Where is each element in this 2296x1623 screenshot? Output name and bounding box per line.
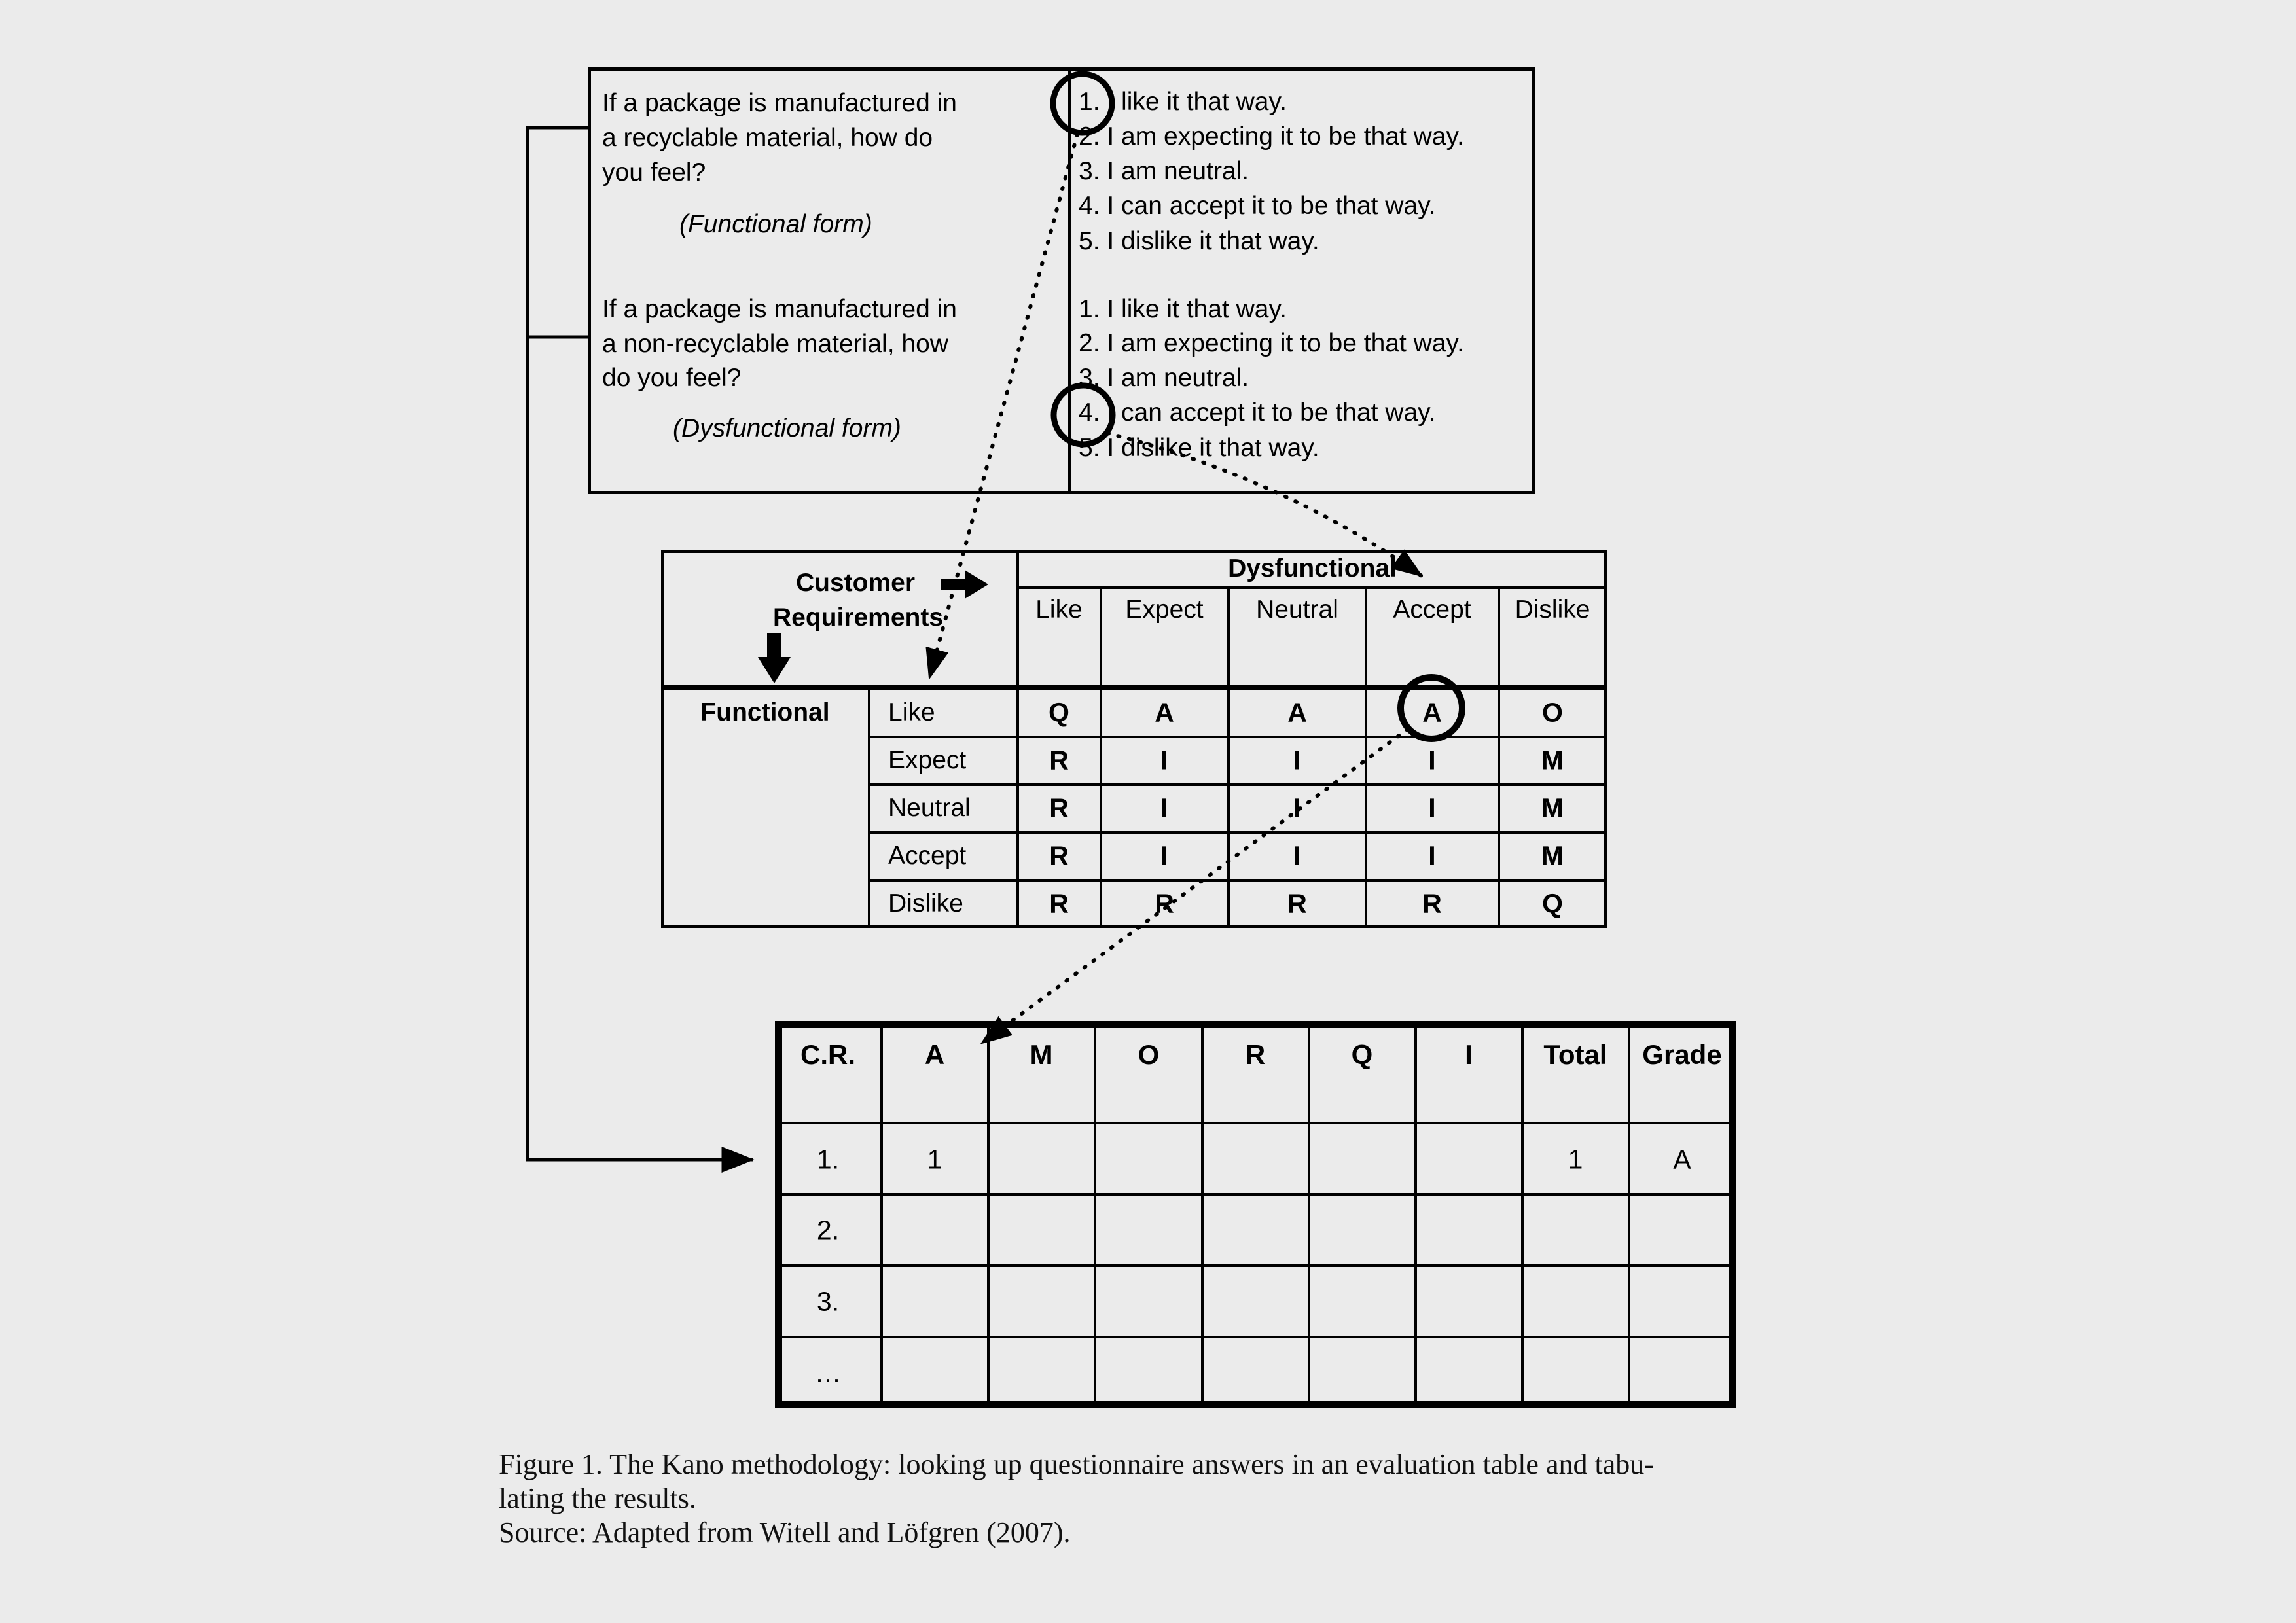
result-row-label: … — [814, 1357, 842, 1388]
result-header: M — [1030, 1039, 1053, 1070]
eval-cell: Q — [1542, 888, 1563, 919]
result-table-border — [775, 1021, 1736, 1408]
eval-cell: M — [1541, 840, 1564, 871]
result-table-line — [1414, 1021, 1417, 1408]
eval-column-label: Accept — [1393, 596, 1471, 624]
eval-cell: I — [1293, 745, 1301, 776]
figure-caption-line2: lating the results. — [499, 1482, 696, 1514]
corner-header-customer: Customer — [795, 569, 916, 597]
result-table-line — [775, 1336, 1736, 1338]
functional-answer-option: 5. I dislike it that way. — [1079, 227, 1319, 255]
eval-cell: I — [1428, 793, 1436, 823]
eval-cell: A — [1155, 697, 1174, 728]
result-table-line — [1308, 1021, 1310, 1408]
result-table-line — [775, 1122, 1736, 1124]
result-row-label: 2. — [816, 1215, 840, 1245]
result-row-label: 3. — [816, 1286, 840, 1317]
result-header: I — [1465, 1039, 1473, 1070]
eval-cell: O — [1542, 697, 1563, 728]
eval-column-label: Neutral — [1256, 596, 1338, 624]
dysfunctional-answer-option: 1. I like it that way. — [1079, 295, 1287, 323]
functional-question-line: a recyclable material, how do — [602, 124, 933, 152]
functional-question-line: you feel? — [602, 158, 706, 187]
eval-cell: I — [1428, 745, 1436, 776]
evaluation-table-line — [1365, 588, 1367, 928]
result-header: O — [1138, 1039, 1160, 1070]
result-header: Grade — [1642, 1039, 1722, 1070]
evaluation-table-line — [868, 783, 1607, 786]
eval-cell: M — [1541, 745, 1564, 776]
eval-row-label: Neutral — [888, 794, 971, 822]
functional-form-label: (Functional form) — [679, 210, 872, 238]
evaluation-table-line — [868, 736, 1607, 738]
eval-column-label: Like — [1035, 596, 1083, 624]
dysfunctional-form-label: (Dysfunctional form) — [673, 414, 901, 442]
eval-cell: R — [1155, 888, 1174, 919]
evaluation-table-thick-line — [661, 685, 1607, 690]
result-header: Q — [1351, 1039, 1373, 1070]
result-header: C.R. — [800, 1039, 855, 1070]
eval-cell: I — [1293, 793, 1301, 823]
corner-header-requirements: Requirements — [772, 603, 944, 632]
functional-answer-option: 2. I am expecting it to be that way. — [1079, 122, 1464, 151]
figure-caption-source: Source: Adapted from Witell and Löfgren (2007). — [499, 1516, 1071, 1548]
eval-cell: R — [1049, 793, 1069, 823]
eval-cell: R — [1422, 888, 1442, 919]
result-table-line — [987, 1021, 990, 1408]
evaluation-table-line — [1100, 588, 1102, 928]
eval-cell: R — [1049, 745, 1069, 776]
dysfunctional-answer-option: 2. I am expecting it to be that way. — [1079, 329, 1464, 357]
eval-row-label: Expect — [888, 746, 967, 774]
result-header: Total — [1543, 1039, 1607, 1070]
evaluation-table-line — [1227, 588, 1230, 928]
result-table-line — [880, 1021, 883, 1408]
eval-row-label: Accept — [888, 842, 967, 870]
evaluation-table-line — [868, 831, 1607, 834]
result-table-line — [1628, 1021, 1630, 1408]
eval-cell: I — [1293, 840, 1301, 871]
result-cell-total: 1 — [1568, 1144, 1583, 1175]
eval-cell: Q — [1049, 697, 1069, 728]
eval-cell: I — [1160, 745, 1168, 776]
result-table-line — [1521, 1021, 1524, 1408]
eval-row-label: Like — [888, 698, 935, 726]
evaluation-table-line — [1016, 550, 1019, 928]
dysfunctional-answer-option: 4. I can accept it to be that way. — [1079, 399, 1436, 427]
dysfunctional-answer-option: 3. I am neutral. — [1079, 364, 1249, 392]
result-table-line — [1201, 1021, 1204, 1408]
eval-cell: I — [1160, 793, 1168, 823]
evaluation-table-line — [1016, 586, 1607, 589]
dysfunctional-question-line: If a package is manufactured in — [602, 295, 957, 323]
result-cell-grade: A — [1673, 1144, 1691, 1175]
figure-caption-line1: Figure 1. The Kano methodology: looking up questionnaire answers in an evaluation table and tabu- — [499, 1448, 1654, 1480]
questionnaire-box-divider — [1068, 67, 1071, 494]
eval-cell-circled: A — [1422, 697, 1442, 728]
functional-answer-option: 1. I like it that way. — [1079, 88, 1287, 116]
dysfunctional-question-line: a non-recyclable material, how — [602, 330, 948, 358]
dysfunctional-question-line: do you feel? — [602, 364, 742, 392]
result-row-label: 1. — [816, 1144, 840, 1175]
eval-cell: M — [1541, 793, 1564, 823]
eval-cell: R — [1049, 840, 1069, 871]
evaluation-table-line — [1498, 588, 1500, 928]
dysfunctional-group-header: Dysfunctional — [1228, 554, 1397, 582]
evaluation-table-line — [868, 687, 870, 928]
eval-cell: R — [1049, 888, 1069, 919]
eval-cell: I — [1160, 840, 1168, 871]
functional-question-line: If a package is manufactured in — [602, 89, 957, 117]
eval-cell: I — [1428, 840, 1436, 871]
eval-column-label: Expect — [1125, 596, 1204, 624]
functional-answer-option: 3. I am neutral. — [1079, 157, 1249, 185]
result-table-line — [775, 1264, 1736, 1267]
eval-row-label: Dislike — [888, 889, 963, 918]
eval-column-label: Dislike — [1515, 596, 1590, 624]
result-table-line — [775, 1193, 1736, 1196]
result-header: A — [924, 1039, 945, 1070]
result-cell-a-count: 1 — [927, 1144, 942, 1175]
functional-group-header: Functional — [700, 698, 830, 726]
evaluation-table-line — [868, 879, 1607, 882]
eval-cell: R — [1287, 888, 1307, 919]
dysfunctional-answer-option: 5. I dislike it that way. — [1079, 434, 1319, 462]
eval-cell: A — [1287, 697, 1307, 728]
result-header: R — [1245, 1039, 1266, 1070]
result-table-line — [1094, 1021, 1096, 1408]
functional-answer-option: 4. I can accept it to be that way. — [1079, 192, 1436, 220]
